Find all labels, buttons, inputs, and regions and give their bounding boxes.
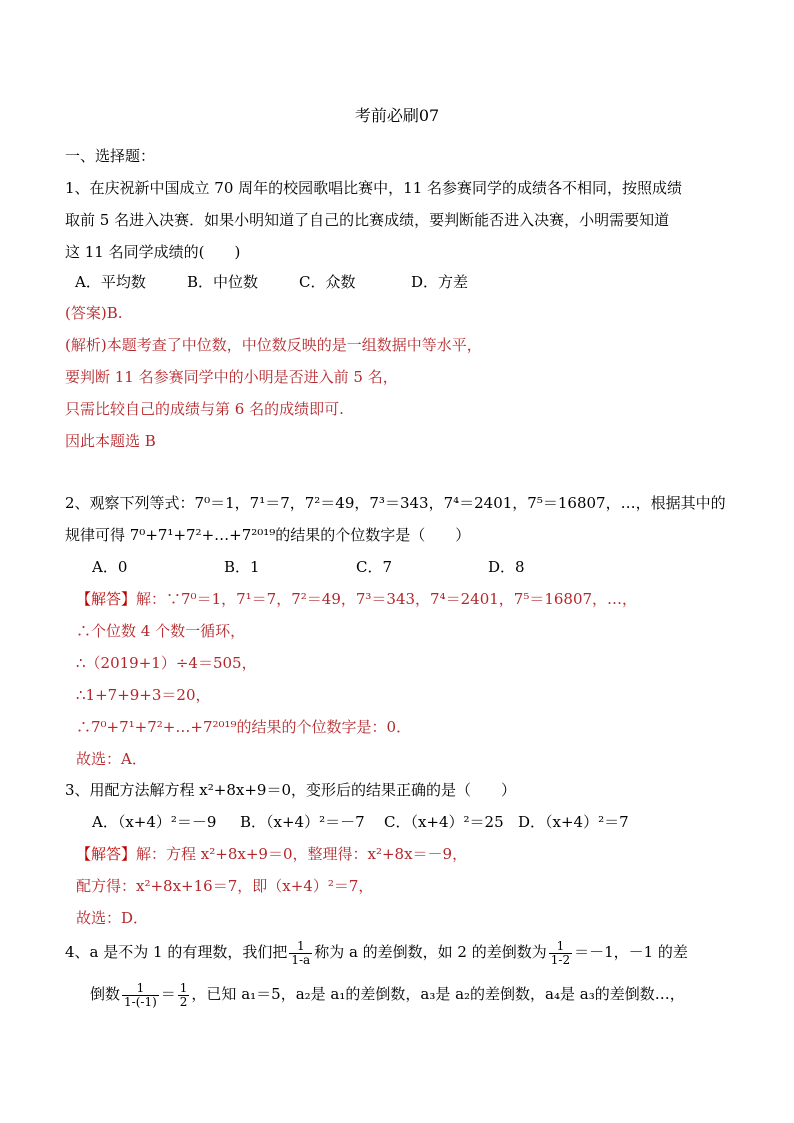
q2-options: [92, 557, 525, 577]
q2-solution-line5: ∴7⁰+7¹+7²+…+7²⁰¹⁹的结果的个位数字是：0．: [76, 718, 412, 736]
q3-options: [92, 812, 629, 832]
q4-fraction-2-numerator: 1: [549, 940, 572, 954]
q4-text-c: ＝－1，－1 的差: [574, 943, 688, 961]
q1-text-line2: 取前 5 名进入决赛．如果小明知道了自己的比赛成绩，要判断能否进入决赛，小明需要知道: [65, 211, 670, 229]
q2-option-d: D．8: [488, 558, 525, 576]
q4-fraction-3: [122, 982, 159, 1009]
q1-options: [75, 272, 468, 292]
q3-option-a: A．（x+4）²＝－9: [92, 813, 217, 831]
q1-option-d: D．方差: [411, 273, 469, 291]
q1-analysis-line3: 只需比较自己的成绩与第 6 名的成绩即可.: [65, 400, 344, 418]
q4-fraction-3-denominator: 1-(-1): [124, 994, 157, 1009]
q1-analysis-line2: 要判断 11 名参赛同学中的小明是否进入前 5 名，: [65, 368, 398, 386]
q1-analysis-line4: 因此本题选 B: [65, 432, 156, 450]
q2-text-line2: 规律可得 7⁰+7¹+7²+…+7²⁰¹⁹的结果的个位数字是（ ）: [65, 526, 471, 544]
q1-analysis-line1: (解析)本题考查了中位数，中位数反映的是一组数据中等水平，: [65, 336, 482, 354]
q4-text-d: 倒数: [90, 985, 121, 1003]
q4-fraction-1: [289, 940, 312, 967]
q3-solution-line1: [76, 844, 467, 864]
q4-text-line1: [65, 938, 688, 967]
q4-fraction-4-numerator: 1: [179, 980, 188, 995]
section-heading: 一、选择题：: [65, 147, 156, 165]
q2-option-c: C．7: [356, 558, 393, 576]
q4-text-e: ＝: [160, 985, 176, 1003]
q4-fraction-1-numerator: 1: [289, 940, 312, 954]
q2-solution-line2: ∴个位数 4 个数一循环，: [76, 622, 246, 640]
q3-option-b: B．（x+4）²＝－7: [240, 813, 365, 831]
q4-text-f: ，已知 a₁＝5，a₂是 a₁的差倒数，a₃是 a₂的差倒数，a₄是 a₃的差倒数…，: [191, 985, 685, 1003]
q2-solution-line3: ∴（2019+1）÷4＝505，: [76, 654, 257, 672]
q4-fraction-4: [178, 982, 190, 1009]
q2-solution-label: 【解答】: [76, 590, 137, 608]
q3-solution-label: 【解答】: [76, 845, 137, 863]
q2-option-b: B．1: [224, 558, 260, 576]
q1-answer: (答案)B.: [65, 304, 123, 322]
q4-fraction-4-denominator: 2: [179, 994, 188, 1009]
q4-fraction-1-denominator: 1-a: [291, 952, 311, 967]
q2-solution-line1: [76, 589, 637, 609]
q1-text-line1: 1、在庆祝新中国成立 70 周年的校园歌唱比赛中，11 名参赛同学的成绩各不相同，按照成绩: [65, 179, 683, 197]
q3-solution-line3: 故选：D．: [76, 909, 149, 927]
q3-solution-line2: 配方得：x²+8x+16＝7，即（x+4）²＝7，: [76, 877, 374, 895]
q3-option-c: C．（x+4）²＝25: [384, 813, 504, 831]
q4-text-b: 称为 a 的差倒数，如 2 的差倒数为: [314, 943, 547, 961]
q4-text-line2: [90, 980, 685, 1009]
q1-text-line3: 这 11 名同学成绩的( ): [65, 243, 241, 261]
q4-fraction-2: [549, 940, 572, 967]
q1-option-a: A．平均数: [75, 273, 146, 291]
q2-solution-text1: 解：∵7⁰＝1，7¹＝7，7²＝49，7³＝343，7⁴＝2401，7⁵＝16807，…，: [136, 590, 638, 608]
q2-solution-line6: 故选：A．: [76, 750, 147, 768]
q2-text-line1: 2、观察下列等式：7⁰＝1，7¹＝7，7²＝49，7³＝343，7⁴＝2401，7⁵＝16807，…，根据其中的: [65, 494, 726, 512]
q4-text-a: 4、a 是不为 1 的有理数，我们把: [65, 943, 288, 961]
q3-text-line1: 3、用配方法解方程 x²+8x+9＝0，变形后的结果正确的是（ ）: [65, 781, 517, 799]
q1-option-c: C．众数: [299, 273, 356, 291]
q4-fraction-2-denominator: 1-2: [550, 952, 571, 967]
q4-fraction-3-numerator: 1: [122, 982, 159, 996]
q2-option-a: A．0: [92, 558, 128, 576]
q1-option-b: B．中位数: [187, 273, 259, 291]
q2-solution-line4: ∴1+7+9+3＝20，: [76, 686, 211, 704]
q3-solution-text1: 解：方程 x²+8x+9＝0，整理得：x²+8x＝－9，: [136, 845, 468, 863]
page-title: 考前必刷07: [354, 106, 440, 125]
q3-option-d: D．（x+4）²＝7: [518, 813, 629, 831]
